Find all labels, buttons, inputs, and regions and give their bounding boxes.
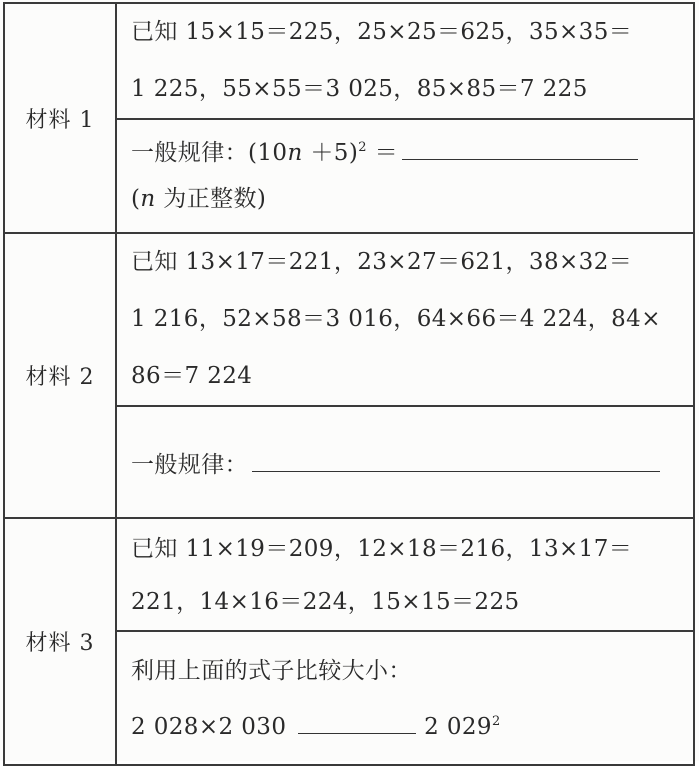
material1-rule-prefix: 一般规律：(10 [131, 140, 288, 166]
material1-rule-cell [116, 119, 694, 233]
material1-given-cell [116, 3, 694, 119]
material1-rule-exp: 2 [358, 140, 367, 155]
material2-given-line2: 1 216，52×58＝3 016，64×66＝4 224，84× [131, 306, 661, 332]
material2-rule-prefix: 一般规律： [131, 451, 248, 478]
material2-rule-cell [116, 406, 694, 518]
material1-rule-mid: ＋5) [302, 140, 359, 166]
material3-row-given [4, 518, 694, 631]
material2-row-given [4, 233, 694, 406]
material3-label: 材料 3 [4, 518, 116, 765]
material1-given-line1: 已知 15×15＝225，25×25＝625，35×35＝ [131, 19, 633, 45]
material1-note-line [131, 176, 687, 222]
material3-given-cell [116, 518, 694, 631]
material3-given-line2: 221，14×16＝224，15×15＝225 [131, 589, 520, 615]
material2-given-line1: 已知 13×17＝221，23×27＝621，38×32＝ [131, 249, 633, 275]
material2-rule-line [131, 446, 687, 479]
material2-given-cell [116, 233, 694, 406]
material1-row-given [4, 3, 694, 119]
material3-compare-exp: 2 [491, 714, 501, 729]
material1-note-rest: 为正整数) [155, 186, 267, 212]
material2-answer-blank[interactable] [252, 470, 660, 472]
material1-label: 材料 1 [4, 3, 116, 233]
material1-answer-blank[interactable] [402, 158, 638, 160]
material1-note-open: ( [131, 186, 141, 212]
material3-compare-blank[interactable] [298, 732, 416, 734]
material3-compare-prompt: 利用上面的式子比较大小： [131, 658, 412, 684]
material2-given-line3: 86＝7 224 [131, 363, 253, 389]
material1-rule-var: n [287, 140, 303, 166]
material3-given-line1: 已知 11×19＝209，12×18＝216，13×17＝ [131, 536, 633, 562]
material1-given-line2: 1 225，55×55＝3 025，85×85＝7 225 [131, 76, 588, 102]
material1-rule-line [131, 130, 687, 176]
material1-note-var: n [140, 186, 156, 212]
material3-compare-right: 2 029 [424, 714, 492, 740]
material3-compare-left: 2 028×2 030 [131, 714, 287, 740]
material3-compare-line [131, 704, 687, 750]
material3-compare-cell [116, 631, 694, 765]
material1-rule-eq: ＝ [366, 140, 398, 166]
materials-table [3, 2, 695, 766]
material2-label: 材料 2 [4, 233, 116, 518]
